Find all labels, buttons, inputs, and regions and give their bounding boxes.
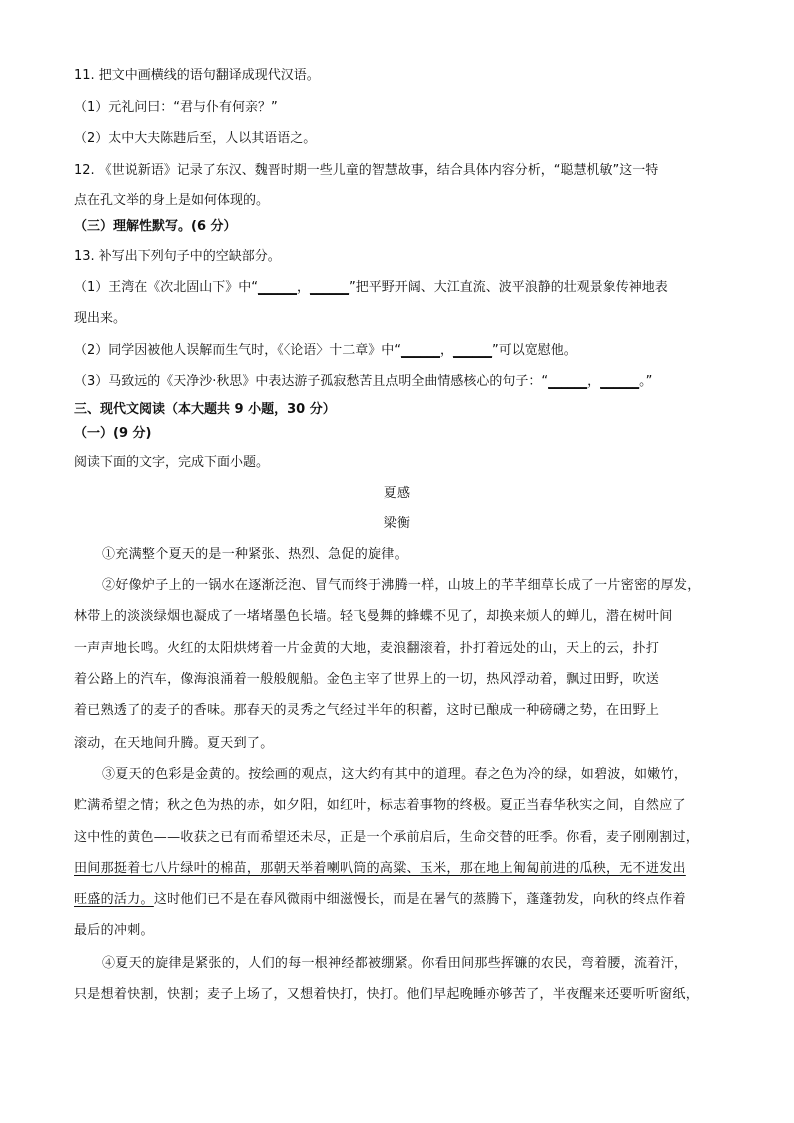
q12-line-2: 点在孔文举的身上是如何体现的。: [74, 193, 270, 208]
article-paragraph-3-line: ③夏天的色彩是金黄的。按绘画的观点，这大约有其中的道理。春之色为冷的绿，如碧波，如嫩竹，: [102, 767, 688, 782]
article-paragraph-3-line: [74, 891, 686, 909]
reading-instruction: 阅读下面的文字，完成下面小题。: [74, 455, 270, 470]
article-paragraph-3-line: 这中性的黄色——收获之已有而希望还未尽，正是一个承前启后，生命交替的旺季。你看，麦子刚刚割过，: [74, 830, 700, 845]
article-paragraph-3-line: 贮满希望之情；秋之色为热的赤，如夕阳，如红叶，标志着事物的终极。夏正当春华秋实之间，自然应了: [74, 798, 686, 813]
section-heading-comprehension-dictation: （三）理解性默写。(6 分）: [74, 219, 237, 234]
comma: ，: [297, 280, 311, 295]
answer-blank[interactable]: ______: [548, 374, 588, 389]
article-paragraph-3-line: 最后的冲刺。: [74, 923, 154, 938]
article-paragraph-2-line: 一声声地长鸣。火红的太阳烘烤着一片金黄的大地，麦浪翻滚着，扑打着远处的山，天上的云，扑打: [74, 641, 660, 656]
answer-blank[interactable]: ______: [401, 343, 441, 358]
q13-stem: 13. 补写出下列句子中的空缺部分。: [74, 249, 281, 264]
q13-item-1: [74, 279, 668, 297]
article-paragraph-4-line: ④夏天的旋律是紧张的，人们的每一根神经都被绷紧。你看田间那些挥镰的农民，弯着腰，流着汗，: [102, 956, 688, 971]
q13-item-2-text-end: ”可以宽慰他。: [492, 343, 577, 358]
article-paragraph-4-line: 只是想着快割，快割；麦子上场了，又想着快打，快打。他们早起晚睡亦够苦了，半夜醒来还要听听窗纸，: [74, 987, 700, 1002]
article-paragraph-2-line: 林带上的淡淡绿烟也凝成了一堵堵墨色长墙。轻飞曼舞的蜂蝶不见了，却换来烦人的蝉儿，潜在树叶间: [74, 609, 673, 624]
q13-item-1-text: （1）王湾在《次北固山下》中“: [74, 280, 259, 295]
q11-stem: 11. 把文中画横线的语句翻译成现代汉语。: [74, 68, 320, 83]
q13-item-3-text-end: 。”: [639, 374, 653, 389]
part-heading-modern-reading: 三、现代文阅读（本大题共 9 小题，30 分）: [74, 402, 336, 417]
q13-item-2: [74, 342, 577, 360]
q11-item-1: （1）元礼问曰：“君与仆有何亲？”: [74, 100, 278, 115]
article-paragraph-1: ①充满整个夏天的是一种紧张、热烈、急促的旋律。: [102, 547, 408, 562]
comma: ，: [440, 343, 454, 358]
subsection-heading: （一）(9 分): [74, 426, 152, 441]
article-paragraph-2-line: ②好像炉子上的一锅水在逐渐泛泡、冒气而终于沸腾一样，山坡上的芊芊细草长成了一片密密的厚发，: [102, 578, 701, 593]
q11-item-2: （2）太中大夫陈韪后至，人以其语语之。: [74, 131, 317, 146]
answer-blank[interactable]: ______: [310, 280, 350, 295]
article-paragraph-2-line: 着公路上的汽车，像海浪涌着一般般舰船。金色主宰了世界上的一切，热风浮动着，飘过田野，吹送: [74, 672, 660, 687]
underlined-sentence: 田间那挺着七八片绿叶的棉苗，那朝天举着喇叭筒的高粱、玉米，那在地上匍匐前进的瓜秧，无不迸发出: [74, 861, 686, 876]
answer-blank[interactable]: ______: [600, 374, 640, 389]
q12-line-1: 12. 《世说新语》记录了东汉、魏晋时期一些儿童的智慧故事，结合具体内容分析，“聪慧机敏”这一特: [74, 163, 659, 178]
underlined-sentence: 旺盛的活力。: [74, 892, 154, 907]
q13-item-3: [74, 373, 652, 391]
answer-blank[interactable]: ______: [453, 343, 493, 358]
q13-item-2-text: （2）同学因被他人误解而生气时，《〈论语〉十二章》中“: [74, 343, 402, 358]
article-paragraph-2-line: 滚动，在天地间升腾。夏天到了。: [74, 736, 274, 751]
q13-item-1-line-2: 现出来。: [74, 311, 127, 326]
comma: ，: [587, 374, 601, 389]
q13-item-3-text: （3）马致远的《天净沙·秋思》中表达游子孤寂愁苦且点明全曲情感核心的句子：“: [74, 374, 549, 389]
article-paragraph-2-line: 着已熟透了的麦子的香味。那春天的灵秀之气经过半年的积蓄，这时已酿成一种磅礴之势，在田野上: [74, 703, 660, 718]
article-text: 这时他们已不是在春风微雨中细滋慢长，而是在暑气的蒸腾下，蓬蓬勃发，向秋的终点作着: [153, 892, 686, 907]
answer-blank[interactable]: ______: [258, 280, 298, 295]
article-author: 梁衡: [383, 516, 411, 531]
article-title: 夏感: [383, 486, 411, 501]
q13-item-1-text-end: ”把平野开阔、大江直流、波平浪静的壮观景象传神地表: [349, 280, 668, 295]
